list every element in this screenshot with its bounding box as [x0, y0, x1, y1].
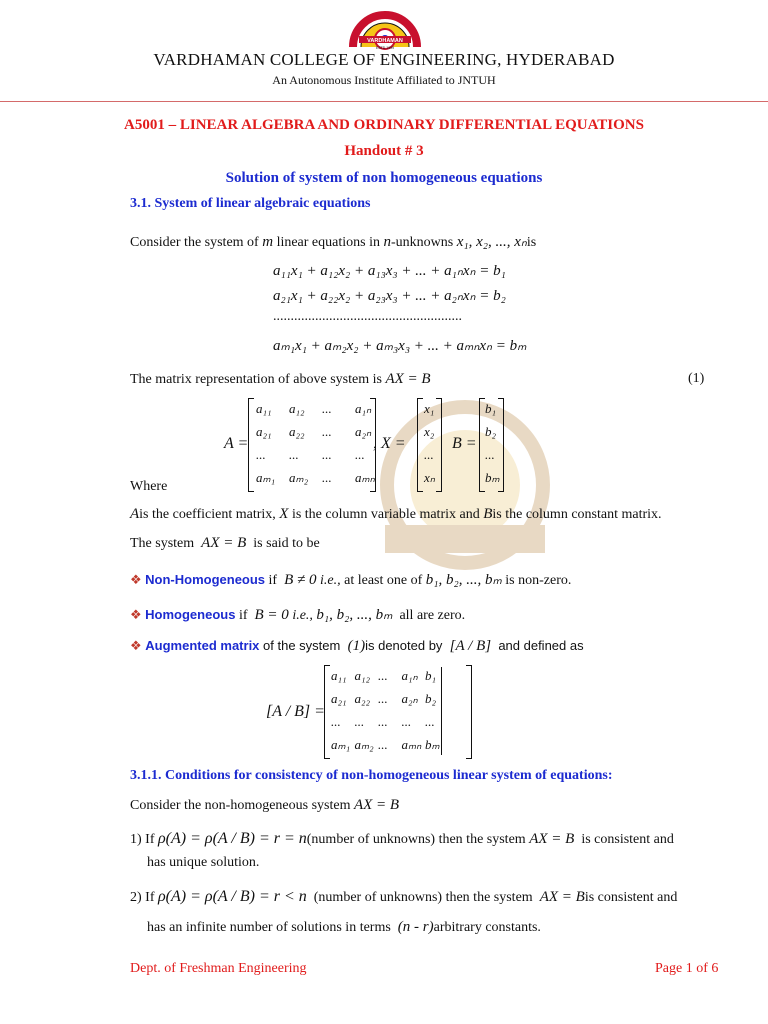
- matrix-cell: aₘ₁: [256, 470, 276, 485]
- handout-number: Handout # 3: [344, 143, 424, 159]
- section-heading-3-1: 3.1. System of linear algebraic equations: [130, 196, 371, 211]
- matrix-cell: a₁ₙ: [355, 401, 372, 416]
- college-name: VARDHAMAN COLLEGE OF ENGINEERING, HYDERABAD: [153, 50, 615, 69]
- matrix-X-right-bracket: [436, 398, 442, 492]
- logo-text: VARDHAMAN: [367, 38, 403, 44]
- matrix-cell: xₙ: [424, 470, 435, 485]
- matrix-X-label: , X =: [373, 435, 406, 452]
- matrix-cell: ...: [355, 447, 365, 462]
- equation-dots: ......................................................: [273, 309, 462, 324]
- equation-1: a₁₁x₁ + a₁₂x₂ + a₁₃x₃ + ... + a₁ₙxₙ = b₁: [273, 263, 506, 279]
- matrix-cell: aₘₙ: [355, 470, 375, 485]
- matrix-cell: ...: [322, 401, 332, 416]
- matrix-cell: a₁₂: [289, 401, 305, 416]
- header-divider: [0, 101, 768, 102]
- footer-department: Dept. of Freshman Engineering: [130, 961, 307, 976]
- college-logo: [349, 3, 421, 51]
- augmented-matrix-label: [A / B] =: [266, 703, 325, 720]
- equation-m: aₘ₁x₁ + aₘ₂x₂ + aₘ₃x₃ + ... + aₘₙxₙ = bₘ: [273, 338, 527, 354]
- matrix-cell: b₂: [425, 691, 437, 706]
- augmented-left-bracket: [324, 665, 330, 759]
- diamond-bullet-icon: ❖: [130, 572, 142, 587]
- matrix-cell: ...: [256, 447, 266, 462]
- matrix-cell: ...: [322, 424, 332, 439]
- matrix-cell: ...: [378, 691, 388, 706]
- section-heading-3-1-1: 3.1.1. Conditions for consistency of non-homogeneous linear system of equations:: [130, 768, 613, 783]
- matrix-cell: ...: [354, 714, 365, 729]
- intro-line: Consider the system of m linear equations in n-unknowns x₁, x₂, ..., xₙis: [130, 234, 537, 250]
- augmented-right-bracket: [466, 665, 472, 759]
- matrix-representation: The matrix representation of above system is AX = B: [130, 371, 431, 387]
- matrix-cell: a₁₁: [331, 668, 347, 683]
- matrix-cell: a₂₁: [331, 691, 347, 706]
- matrix-cell: ...: [322, 470, 332, 485]
- matrix-cell: x₁: [424, 401, 435, 416]
- matrix-cell: a₂₂: [354, 691, 371, 706]
- where-definitions: Ais the coefficient matrix, X is the column variable matrix and Bis the column constant matrix.: [130, 506, 662, 522]
- matrix-cell: ...: [331, 714, 341, 729]
- matrix-cell: x₂: [424, 424, 435, 439]
- matrix-A-left-bracket: [248, 398, 254, 492]
- matrix-cell: b₁: [485, 401, 497, 416]
- matrix-cell: bₘ: [425, 737, 440, 752]
- matrix-cell: ...: [322, 447, 332, 462]
- equation-2: a₂₁x₁ + a₂₂x₂ + a₂₃x₃ + ... + a₂ₙxₙ = b₂: [273, 288, 506, 304]
- handout-topic: Solution of system of non homogeneous equations: [225, 170, 543, 186]
- matrix-cell: aₘ₂: [289, 470, 309, 485]
- condition-2: 2) If ρ(A) = ρ(A / B) = r < n (number of unknowns) then the system AX = Bis consistent and: [130, 888, 678, 905]
- bullet-augmented-matrix: ❖ Augmented matrix of the system (1)is denoted by [A / B] and defined as: [130, 638, 584, 654]
- equation-number: (1): [688, 371, 705, 386]
- matrix-cell: aₘ₁: [331, 737, 351, 752]
- augmented-separator: [441, 667, 442, 755]
- bullet-non-homogeneous: ❖ Non-Homogeneous if B ≠ 0 i.e., at least one of b₁, b₂, ..., bₘ is non-zero.: [130, 572, 572, 588]
- footer-page-number: Page 1 of 6: [655, 961, 719, 976]
- college-subtitle: An Autonomous Institute Affiliated to JNTUH: [272, 73, 496, 87]
- course-title: A5001 – LINEAR ALGEBRA AND ORDINARY DIFFERENTIAL EQUATIONS: [124, 117, 644, 133]
- matrix-cell: a₂₁: [256, 424, 272, 439]
- matrix-cell: a₂ₙ: [401, 691, 418, 706]
- bullet-homogeneous: ❖ Homogeneous if B = 0 i.e., b₁, b₂, ..., bₘ all are zero.: [130, 607, 466, 623]
- matrix-X-left-bracket: [417, 398, 423, 492]
- watermark-logo: [380, 400, 550, 575]
- matrix-cell: b₁: [425, 668, 437, 683]
- condition-1-line-2: has unique solution.: [147, 855, 260, 870]
- condition-2-line-2: has an infinite number of solutions in terms (n - r)arbitrary constants.: [147, 919, 541, 935]
- matrix-cell: ...: [401, 714, 412, 729]
- system-said-to-be: The system AX = B is said to be: [130, 535, 320, 551]
- matrix-cell: ...: [378, 737, 388, 752]
- matrix-cell: a₁₁: [256, 401, 272, 416]
- matrix-cell: a₁ₙ: [401, 668, 418, 683]
- matrix-cell: ...: [289, 447, 299, 462]
- matrix-cell: bₘ: [485, 470, 500, 485]
- diamond-bullet-icon: ❖: [130, 607, 142, 622]
- matrix-B-label: B =: [452, 435, 477, 452]
- condition-1: 1) If ρ(A) = ρ(A / B) = r = n(number of unknowns) then the system AX = B is consistent and: [130, 830, 674, 847]
- matrix-cell: aₘₙ: [401, 737, 422, 752]
- logo-estd: ESTD 1999: [375, 46, 395, 50]
- diamond-bullet-icon: ❖: [130, 638, 142, 653]
- matrix-cell: ...: [485, 447, 495, 462]
- matrix-A-label: A =: [224, 435, 249, 452]
- matrix-cell: ...: [424, 447, 434, 462]
- consider-nonhomogeneous: Consider the non-homogeneous system AX = B: [130, 797, 400, 813]
- matrix-cell: ...: [378, 714, 388, 729]
- matrix-cell: b₂: [485, 424, 497, 439]
- matrix-cell: a₁₂: [354, 668, 371, 683]
- matrix-cell: a₂ₙ: [355, 424, 372, 439]
- matrix-cell: ...: [378, 668, 388, 683]
- where-label: Where: [130, 479, 168, 494]
- matrix-cell: aₘ₂: [354, 737, 374, 752]
- matrix-cell: ...: [425, 714, 435, 729]
- matrix-cell: a₂₂: [289, 424, 305, 439]
